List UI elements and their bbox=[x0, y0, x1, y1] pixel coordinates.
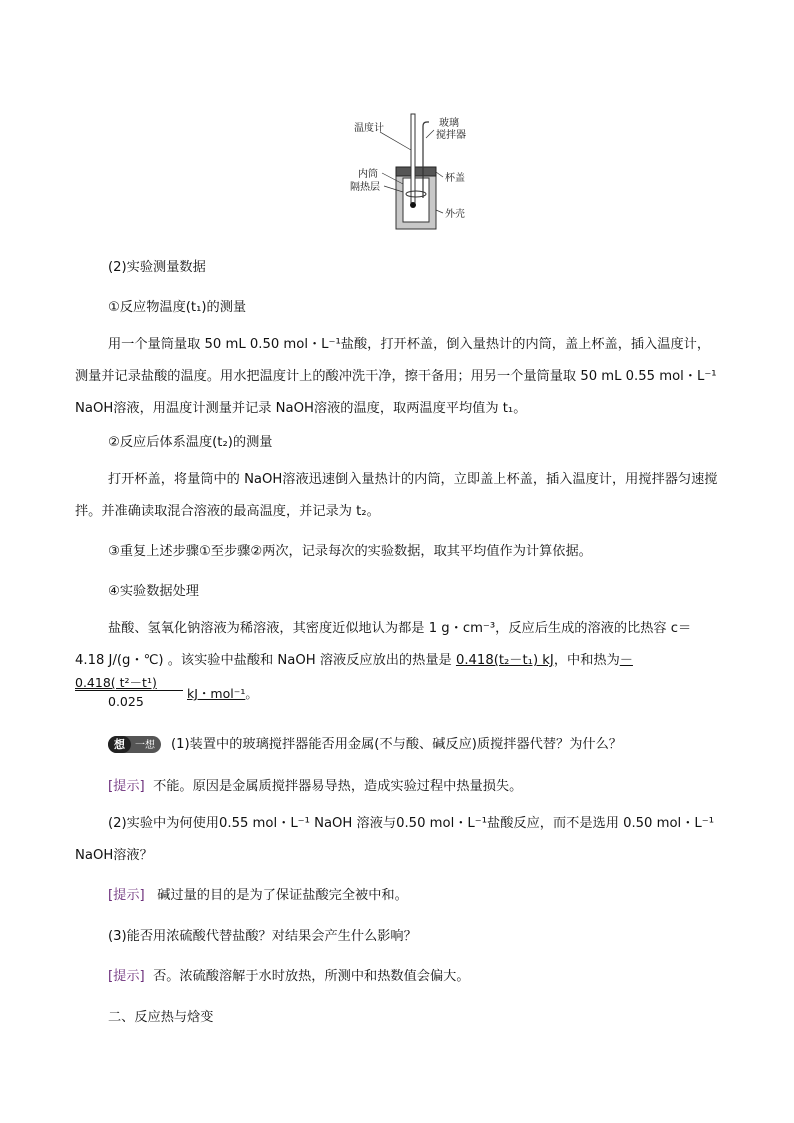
step-3: ③重复上述步骤①至步骤②两次，记录每次的实验数据，取其平均值作为计算依据。 bbox=[108, 544, 592, 559]
section-2-title: (2)实验测量数据 bbox=[108, 260, 206, 275]
paragraph-step-1: 用一个量筒量取 50 mL 0.50 mol・L⁻¹盐酸，打开杯盖，倒入量热计的内筒，盖上杯盖，插入温度计，测量并记录盐酸的温度。用水把温度计上的酸冲洗干净，擦干备用；用另一个量筒量取 50 mL 0.55 mol・L⁻¹ NaOH溶液，用温度计测量并记录 NaOH溶液的温度，取两温度平均值为 t₁。 bbox=[75, 337, 717, 416]
label-stirrer-2: 搅拌器 bbox=[436, 130, 466, 141]
hint-label: [提示] bbox=[108, 779, 145, 794]
lid bbox=[396, 167, 436, 176]
thermometer bbox=[411, 114, 415, 204]
step-4-title: ④实验数据处理 bbox=[108, 584, 199, 599]
step-1-title: ①反应物温度(t₁)的测量 bbox=[108, 300, 247, 315]
heat-answer: 0.418(t₂－t₁) kJ bbox=[455, 653, 554, 668]
section-2-heading: 二、反应热与焓变 bbox=[108, 1010, 214, 1025]
thermometer-bulb bbox=[410, 202, 416, 208]
paragraph-step-2: 打开杯盖，将量筒中的 NaOH溶液迅速倒入量热计的内筒，立即盖上杯盖，插入温度计，用搅拌器匀速搅拌。并准确读取混合溶液的最高温度，并记录为 t₂。 bbox=[75, 472, 718, 519]
label-shell: 外壳 bbox=[445, 209, 465, 220]
data-text-b: ，中和热为 bbox=[553, 653, 620, 668]
negative-sign: － bbox=[619, 653, 633, 668]
answer-3: [提示] 否。浓硫酸溶解于水时放热，所测中和热数值会偏大。 bbox=[108, 969, 470, 984]
hint-label: [提示] bbox=[108, 888, 145, 903]
answer-2: [提示] 碱过量的目的是为了保证盐酸完全被中和。 bbox=[108, 888, 408, 903]
fraction-end: 。 bbox=[245, 686, 258, 701]
fraction-bar bbox=[75, 690, 183, 691]
label-stirrer-1: 玻璃 bbox=[439, 118, 459, 129]
step-2-title: ②反应后体系温度(t₂)的测量 bbox=[108, 435, 273, 450]
label-insulation: 隔热层 bbox=[350, 182, 380, 193]
fraction-unit-wrap bbox=[187, 684, 258, 702]
think-question-1: 想 一想 (1)装置中的玻璃搅拌器能否用金属(不与酸、碱反应)质搅拌器代替？为什么？ bbox=[108, 733, 622, 753]
label-lid: 杯盖 bbox=[445, 173, 465, 184]
label-inner: 内筒 bbox=[358, 169, 378, 180]
inner-cylinder bbox=[403, 178, 429, 222]
fraction-numerator: 0.418( t²－t¹) bbox=[75, 675, 157, 690]
question-2: (2)实验中为何使用0.55 mol・L⁻¹ NaOH 溶液与0.50 mol・L⁻¹盐酸反应，而不是选用 0.50 mol・L⁻¹ NaOH溶液？ bbox=[75, 816, 714, 863]
paragraph-data-processing bbox=[75, 613, 720, 677]
think-badge: 想 一想 bbox=[108, 736, 161, 753]
glass-stirrer bbox=[423, 122, 429, 130]
question-3: (3)能否用浓硫酸代替盐酸？对结果会产生什么影响？ bbox=[108, 929, 417, 944]
answer-1: [提示] 不能。原因是金属质搅拌器易导热，造成实验过程中热量损失。 bbox=[108, 779, 523, 794]
data-text-a: 盐酸、氢氧化钠溶液为稀溶液，其密度近似地认为都是 1 g・cm⁻³，反应后生成的溶液的比热容 c＝4.18 J/(g・℃) 。该实验中盐酸和 NaOH 溶液反应放出的热量是 bbox=[75, 621, 692, 668]
fraction-unit: kJ・mol⁻¹ bbox=[187, 686, 246, 701]
calorimeter-diagram bbox=[350, 110, 480, 235]
hint-label: [提示] bbox=[108, 969, 145, 984]
label-thermometer: 温度计 bbox=[354, 123, 384, 134]
fraction-denominator: 0.025 bbox=[108, 694, 144, 709]
